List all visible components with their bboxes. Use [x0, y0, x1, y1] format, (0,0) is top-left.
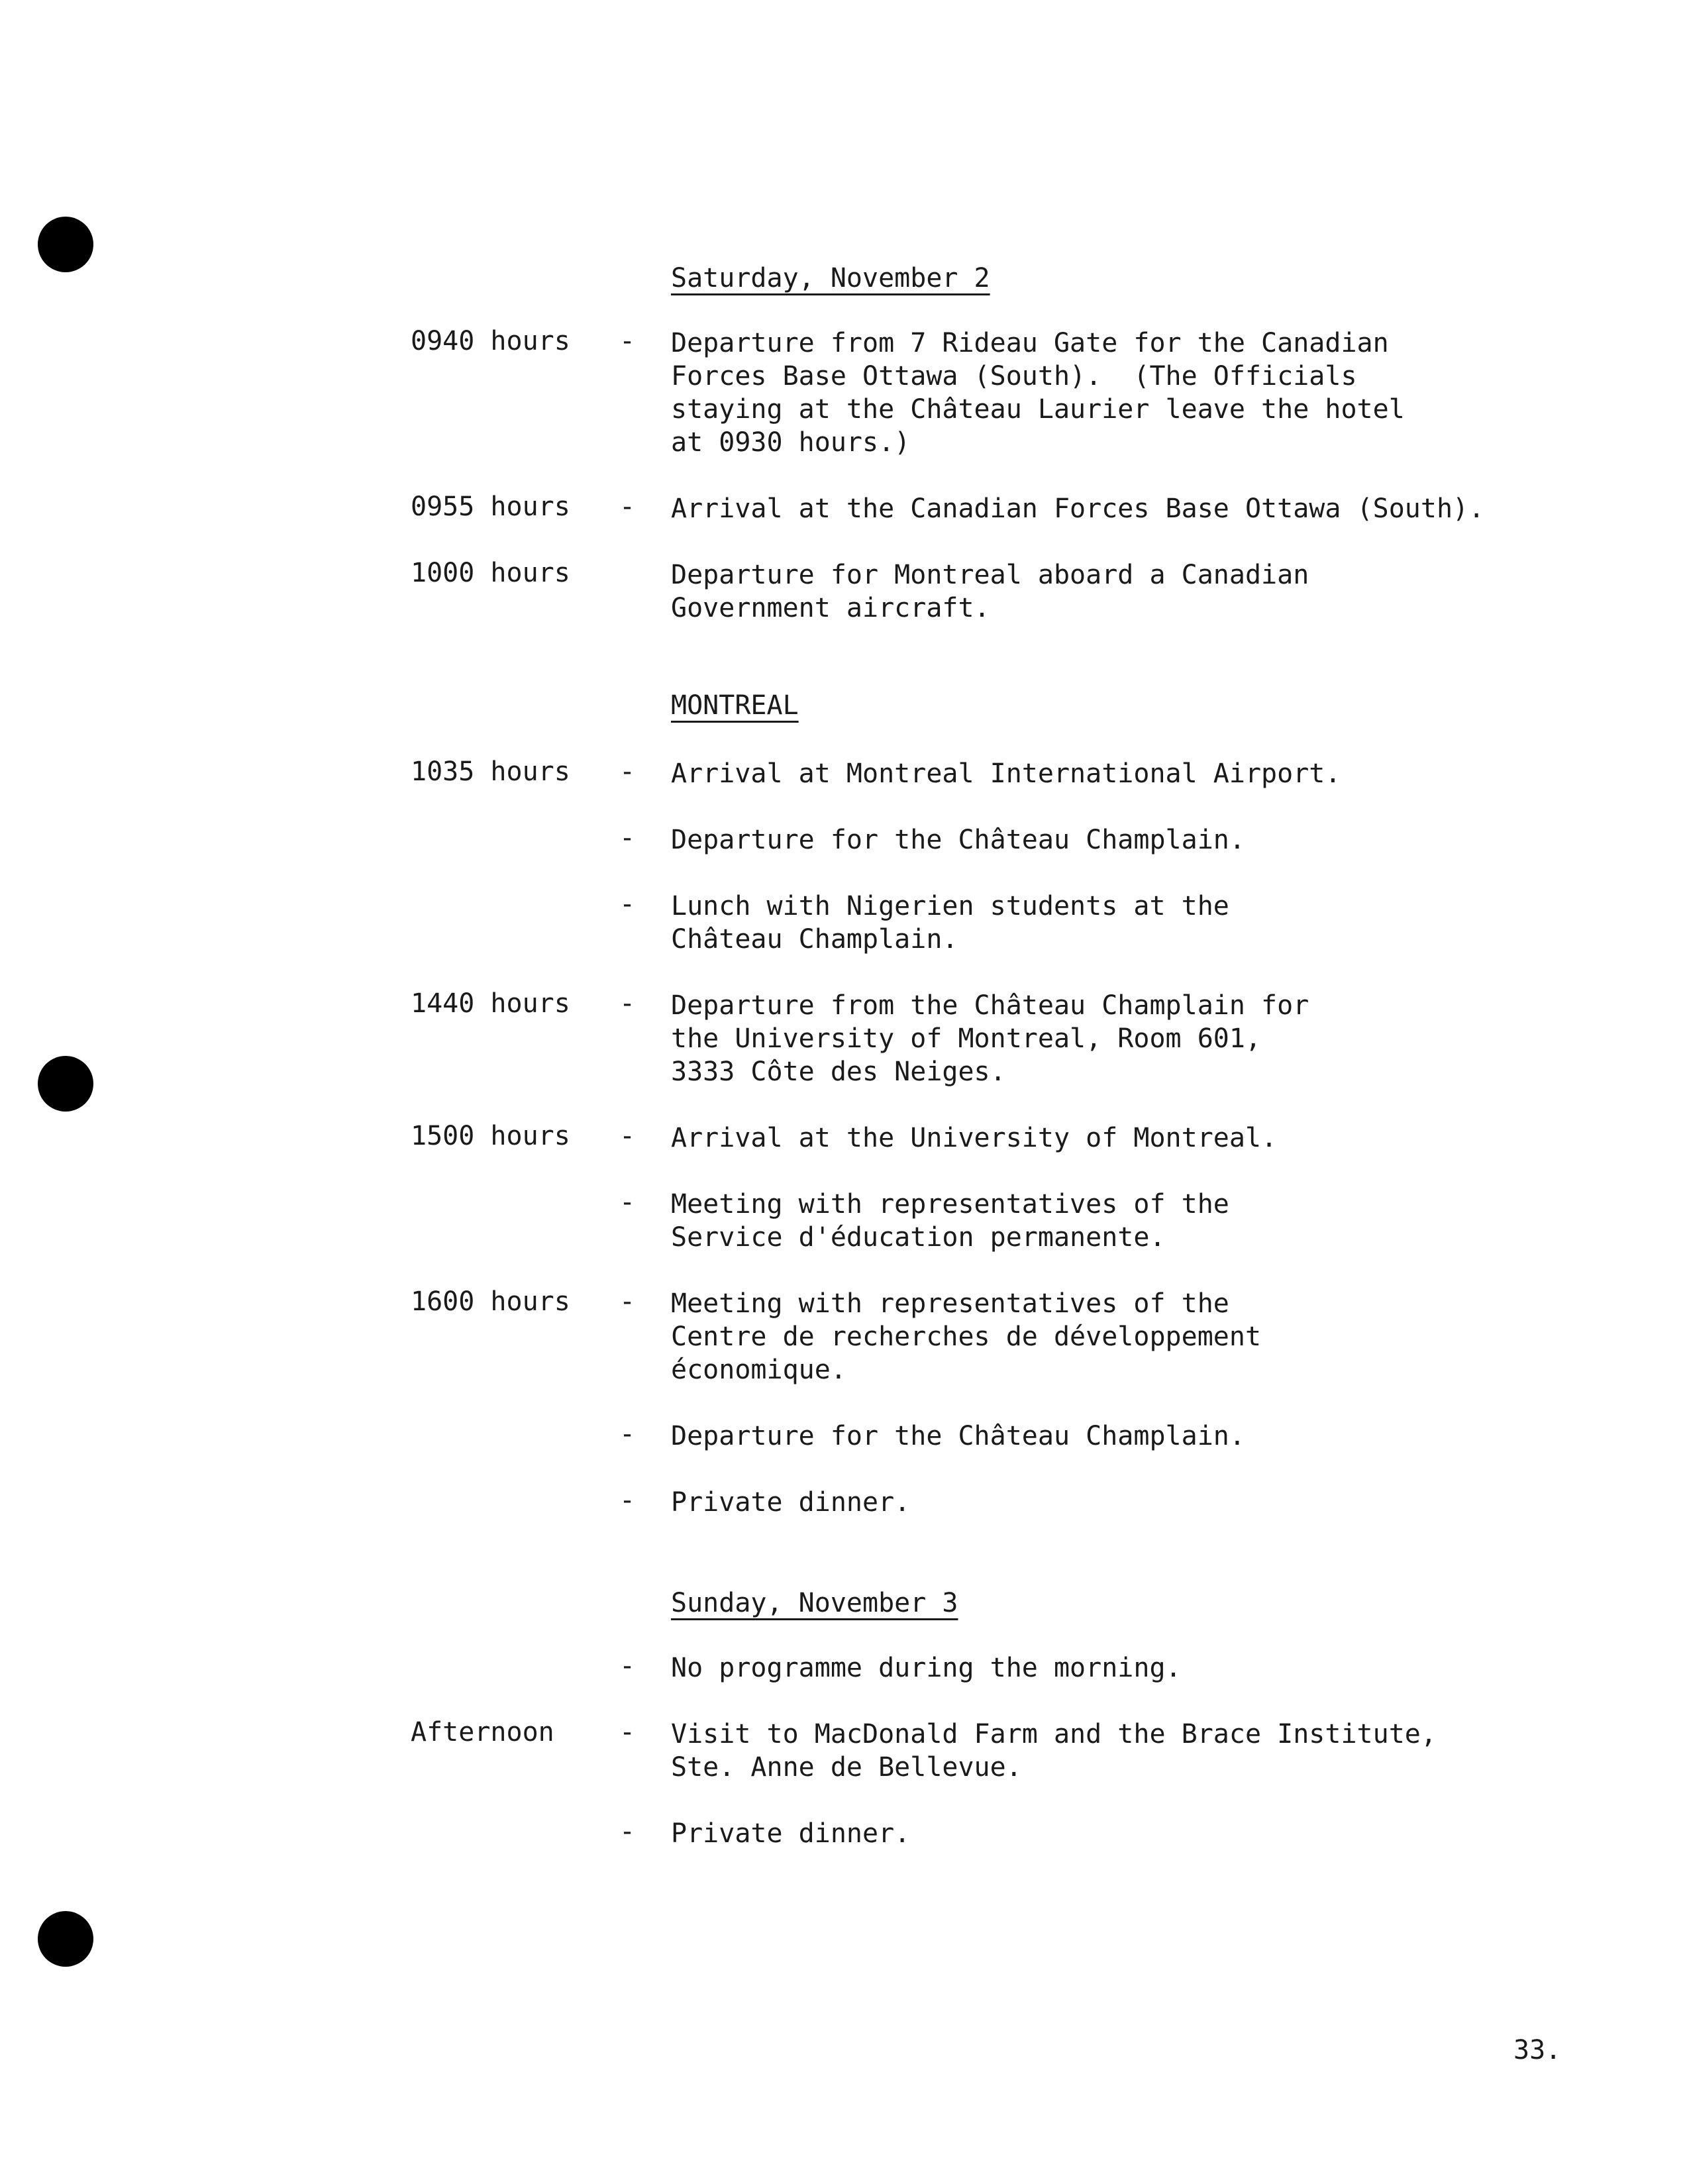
entry-description: Meeting with representatives of the Centre de recherches de développement économique. [671, 1288, 1262, 1385]
entry-dash: - [619, 823, 636, 853]
entry-description: Private dinner. [671, 1818, 911, 1849]
page-number: 33. [1513, 2035, 1562, 2065]
entry-dash: - [619, 1717, 636, 1747]
heading-sunday: Sunday, November 3 [671, 1588, 958, 1618]
entry-dash: - [619, 1651, 636, 1681]
entry-time: 1000 hours [411, 558, 570, 588]
entry-dash: - [619, 1286, 636, 1317]
entry-dash: - [619, 889, 636, 919]
entry-description: Departure for Montreal aboard a Canadian Government aircraft. [671, 560, 1309, 623]
entry-dash: - [619, 1485, 636, 1516]
entry-dash: - [619, 1419, 636, 1449]
entry-dash: - [619, 1121, 636, 1151]
entry-description: Lunch with Nigerien students at the Château Champlain. [671, 891, 1229, 955]
entry-description: No programme during the morning. [671, 1653, 1182, 1683]
heading-montreal: MONTREAL [671, 690, 799, 721]
entry-dash: - [619, 1187, 636, 1218]
heading-saturday: Saturday, November 2 [671, 263, 990, 293]
entry-time: 0940 hours [411, 326, 570, 356]
entry-time: 1600 hours [411, 1286, 570, 1317]
entry-description: Departure from the Château Champlain for the University of Montreal, Room 601, 3333 Côte des Neiges. [671, 990, 1309, 1087]
entry-dash: - [619, 492, 636, 522]
entry-description: Arrival at the University of Montreal. [671, 1123, 1278, 1153]
punch-hole-middle [38, 1056, 93, 1112]
entry-description: Departure for the Château Champlain. [671, 825, 1245, 855]
entry-time: 1500 hours [411, 1121, 570, 1151]
entry-dash: - [619, 988, 636, 1019]
entry-dash: - [619, 756, 636, 787]
entry-description: Meeting with representatives of the Service d'éducation permanente. [671, 1189, 1229, 1253]
entry-description: Private dinner. [671, 1487, 911, 1518]
entry-time: 0955 hours [411, 492, 570, 522]
entry-description: Departure from 7 Rideau Gate for the Canadian Forces Base Ottawa (South). (The Officials staying at the Château Laurier leave the hotel at 0930 hours.) [671, 328, 1405, 458]
entry-dash: - [619, 326, 636, 356]
entry-description: Visit to MacDonald Farm and the Brace Institute, Ste. Anne de Bellevue. [671, 1719, 1437, 1783]
entry-time: 1035 hours [411, 756, 570, 787]
entry-description: Arrival at the Canadian Forces Base Ottawa (South). [671, 494, 1485, 524]
punch-hole-bottom [38, 1911, 93, 1967]
entry-description: Departure for the Château Champlain. [671, 1421, 1245, 1451]
entry-dash: - [619, 1816, 636, 1847]
punch-hole-top [38, 217, 93, 272]
entry-time: 1440 hours [411, 988, 570, 1019]
entry-time: Afternoon [411, 1717, 554, 1747]
entry-description: Arrival at Montreal International Airport. [671, 758, 1341, 789]
